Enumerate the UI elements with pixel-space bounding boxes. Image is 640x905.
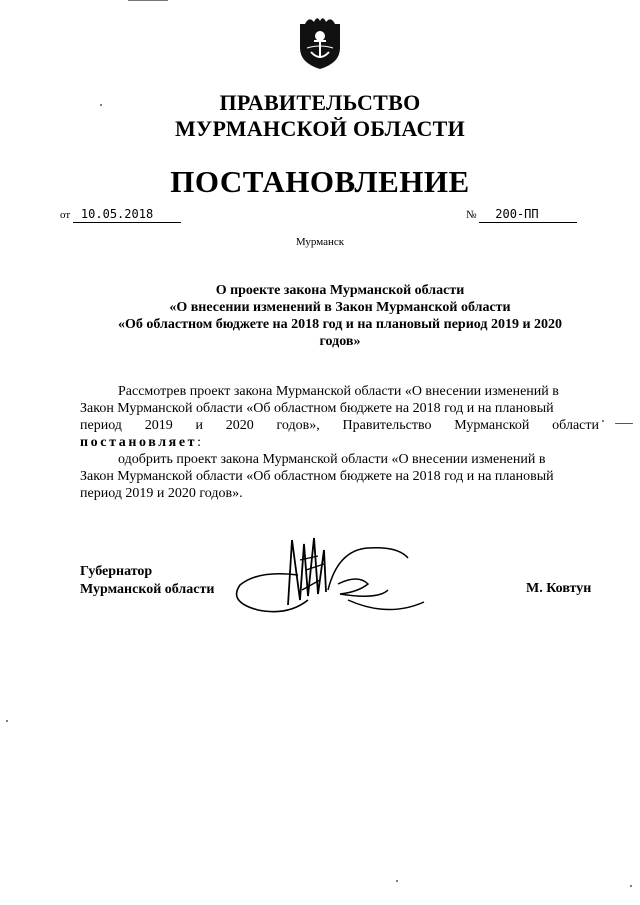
scan-speck bbox=[630, 885, 632, 887]
scan-mark bbox=[128, 0, 168, 1]
organization-name-line2: МУРМАНСКОЙ ОБЛАСТИ bbox=[174, 116, 466, 141]
document-type: ПОСТАНОВЛЕНИЕ bbox=[170, 164, 470, 199]
body-line: Рассмотрев проект закона Мурманской области «О внесении изменений в bbox=[118, 384, 559, 399]
body-line: Закон Мурманской области «Об областном бюджете на 2018 год и на плановый bbox=[80, 469, 554, 484]
document-title bbox=[80, 282, 600, 350]
date-prefix: от bbox=[60, 209, 71, 221]
scan-speck bbox=[100, 104, 102, 106]
paragraph-decision bbox=[80, 451, 599, 502]
scan-speck bbox=[615, 423, 633, 424]
number-prefix: № bbox=[466, 209, 477, 221]
position-line: Мурманской области bbox=[80, 582, 215, 597]
body-line: период 2019 и 2020 годов», Правительство Мурманской области bbox=[80, 418, 599, 433]
paragraph-considering bbox=[80, 383, 599, 451]
number-value: 200-ПП bbox=[479, 207, 577, 223]
body-line: одобрить проект закона Мурманской области «О внесении изменений в bbox=[118, 452, 546, 467]
body-line: период 2019 и 2020 годов». bbox=[80, 486, 243, 501]
document-number bbox=[466, 207, 577, 223]
city: Мурманск bbox=[295, 236, 345, 248]
signatory-name: М. Ковтун bbox=[526, 581, 592, 596]
scan-speck bbox=[602, 420, 604, 422]
handwritten-signature bbox=[228, 530, 458, 620]
scan-speck bbox=[396, 880, 398, 882]
scan-speck bbox=[6, 720, 8, 722]
coat-of-arms-icon bbox=[297, 14, 343, 70]
title-line: «Об областном бюджете на 2018 год и на плановый период 2019 и 2020 bbox=[117, 317, 563, 332]
title-line: О проекте закона Мурманской области bbox=[215, 283, 465, 298]
decree-word: постановляет bbox=[80, 435, 198, 450]
body-line: Закон Мурманской области «Об областном бюджете на 2018 год и на плановый bbox=[80, 401, 554, 416]
decree-line: постановляет: bbox=[80, 435, 202, 450]
organization-name-line1: ПРАВИТЕЛЬСТВО bbox=[219, 90, 421, 115]
signatory-position bbox=[80, 563, 214, 599]
title-line: «О внесении изменений в Закон Мурманской области bbox=[169, 300, 511, 315]
date-value: 10.05.2018 bbox=[73, 207, 181, 223]
document-date bbox=[60, 207, 181, 223]
title-line: годов» bbox=[319, 334, 361, 349]
position-line: Губернатор bbox=[80, 564, 153, 579]
